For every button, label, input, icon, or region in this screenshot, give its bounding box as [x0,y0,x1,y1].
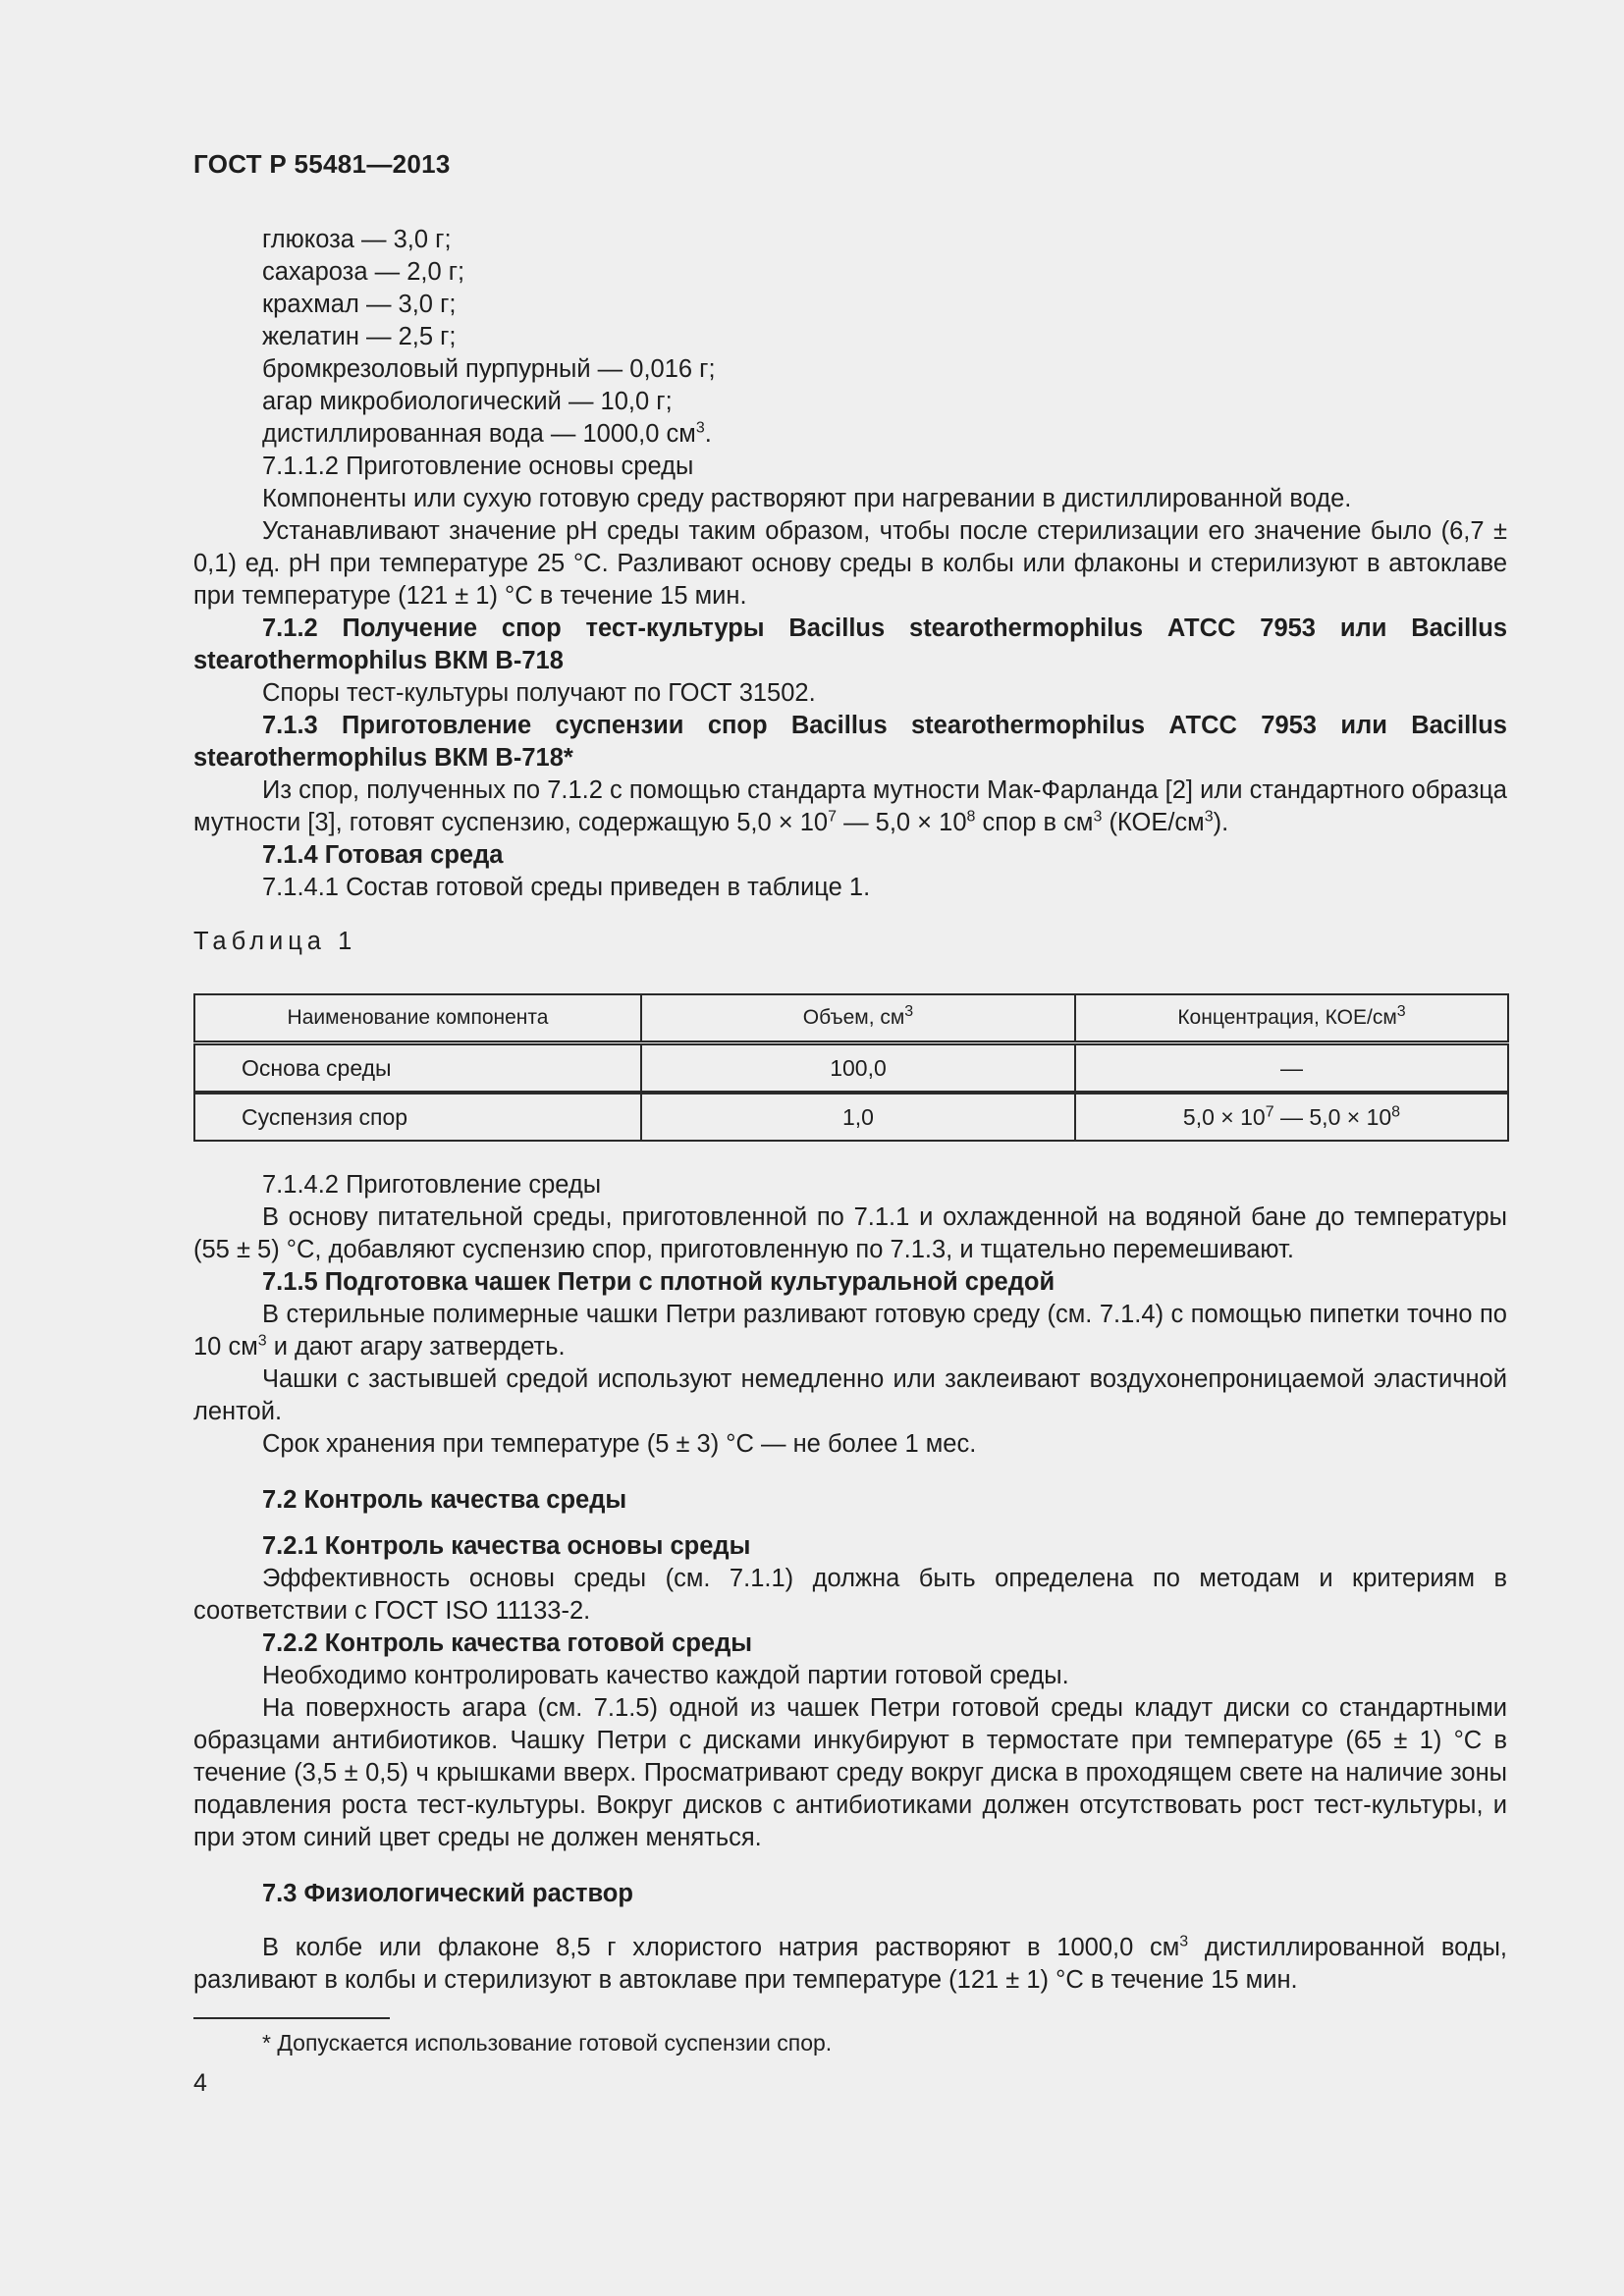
section-7-2-1-title: 7.2.1 Контроль качества основы среды [262,1532,751,1560]
table-1-caption: Таблица 1 [193,928,357,955]
section-7-1-4-1: 7.1.4.1 Состав готовой среды приведен в таблице 1. [262,874,871,901]
ingredient-bromcresol: бромкрезоловый пурпурный — 0,016 г; [262,355,716,383]
ingredient-water: дистиллированная вода — 1000,0 $см^3$. [262,419,712,448]
document-header: ГОСТ Р 55481—2013 [193,149,451,179]
footnote-rule [193,2017,390,2019]
section-7-1-1-2-p1: Компоненты или сухую готовую среду растворяют при нагревании в дистиллированной воде. [262,485,1352,512]
table-header-row [194,994,1508,1043]
section-7-1-3-p1: Из спор, полученных по 7.1.2 с помощью стандарта мутности Мак-Фарланда [2] или стандартного образца мутности [3], готовят суспензию, содержащую $5,0 \times 10^7$ — $5,0 \times 10^8$ спор в $см^3$ $(КОЕ/см^3)$. [193,776,1507,836]
section-7-1-5-p1: В стерильные полимерные чашки Петри разливают готовую среду (см. 7.1.4) с помощью пипетки точно по 10 $см^3$ и дают агару затвердеть. [193,1301,1507,1361]
section-7-1-2-title: 7.1.2 Получение спор тест-культуры Bacillus stearothermophilus АТСС 7953 или Bacillus stearothermophilus ВКМ В-718 [193,614,1507,674]
cell-volume: 1,0 [641,1093,1075,1141]
table-row [194,1043,1508,1094]
cell-concentration: — [1075,1043,1508,1094]
cell-name: Суспензия спор [194,1093,641,1141]
section-7-1-2-p1: Споры тест-культуры получают по ГОСТ 31502. [262,679,816,707]
section-7-1-5-title: 7.1.5 Подготовка чашек Петри с плотной культуральной средой [262,1268,1056,1296]
col-header-concentration: Концентрация, КОЕ/$см^3$ [1075,994,1508,1043]
cell-name: Основа среды [194,1043,641,1094]
section-7-3-title: 7.3 Физиологический раствор [262,1880,633,1907]
section-7-2-1-p1: Эффективность основы среды (см. 7.1.1) должна быть определена по методам и критериям в соответствии с ГОСТ ISO 11133-2. [193,1565,1507,1625]
section-7-1-4-title: 7.1.4 Готовая среда [262,841,504,869]
section-7-1-3-title: 7.1.3 Приготовление суспензии спор Bacillus stearothermophilus АТСС 7953 или Bacillus stearothermophilus ВКМ В-718* [193,712,1507,772]
section-7-1-4-2-title: 7.1.4.2 Приготовление среды [262,1171,602,1199]
section-7-2-2-p2: На поверхность агара (см. 7.1.5) одной из чашек Петри готовой среды кладут диски со стандартными образцами антибиотиков. Чашку Петри с дисками инкубируют в термостате при температуре (65 ± 1) °С в течение (3,5 ± 0,5) ч крышками вверх. Просматривают среду вокруг диска в проходящем свете на наличие зоны подавления роста тест-культуры. Вокруг дисков с антибиотиками должен отсутствовать рост тест-культуры, и при этом синий цвет среды не должен меняться. [193,1694,1507,1851]
col-header-name: Наименование компонента [194,994,641,1043]
col-header-volume: Объем, $см^3$ [641,994,1075,1043]
section-7-1-1-2-p2: Устанавливают значение pH среды таким образом, чтобы после стерилизации его значение было (6,7 ± 0,1) ед. pH при температуре 25 °С. Разливают основу среды в колбы или флаконы и стерилизуют в автоклаве при температуре (121 ± 1) °С в течение 15 мин. [193,517,1507,610]
ingredient-glucose: глюкоза — 3,0 г; [262,226,452,253]
footnote: * Допускается использование готовой суспензии спор. [262,2030,833,2056]
section-7-1-5-p3: Срок хранения при температуре (5 ± 3) °С — не более 1 мес. [262,1430,977,1458]
section-7-2-title: 7.2 Контроль качества среды [262,1486,627,1514]
section-7-2-2-p1: Необходимо контролировать качество каждой партии готовой среды. [262,1662,1069,1689]
section-7-1-1-2-title: 7.1.1.2 Приготовление основы среды [262,453,694,480]
main-text [193,224,1507,958]
ingredient-starch: крахмал — 3,0 г; [262,291,457,318]
table-row [194,1093,1508,1141]
page-number: 4 [193,2069,207,2097]
main-text-continued [193,1169,1507,1997]
section-7-2-2-title: 7.2.2 Контроль качества готовой среды [262,1629,753,1657]
section-7-1-4-2-p1: В основу питательной среды, приготовленной по 7.1.1 и охлажденной на водяной бане до температуры (55 ± 5) °С, добавляют суспензию спор, приготовленную по 7.1.3, и тщательно перемешивают. [193,1203,1507,1263]
table-1 [193,993,1509,1142]
ingredient-sucrose: сахароза — 2,0 г; [262,258,465,286]
section-7-3-p1: В колбе или флаконе 8,5 г хлористого натрия растворяют в 1000,0 $см^3$ дистиллированной воды, разливают в колбы и стерилизуют в автоклаве при температуре (121 ± 1) °С в течение 15 мин. [193,1933,1508,1994]
section-7-1-5-p2: Чашки с застывшей средой используют немедленно или заклеивают воздухонепроницаемой эластичной лентой. [193,1365,1507,1425]
cell-volume: 100,0 [641,1043,1075,1094]
ingredient-agar: агар микробиологический — 10,0 г; [262,388,673,415]
ingredient-gelatin: желатин — 2,5 г; [262,323,457,350]
cell-concentration: $5,0 \times 10^7$ — $5,0 \times 10^8$ [1075,1093,1508,1141]
